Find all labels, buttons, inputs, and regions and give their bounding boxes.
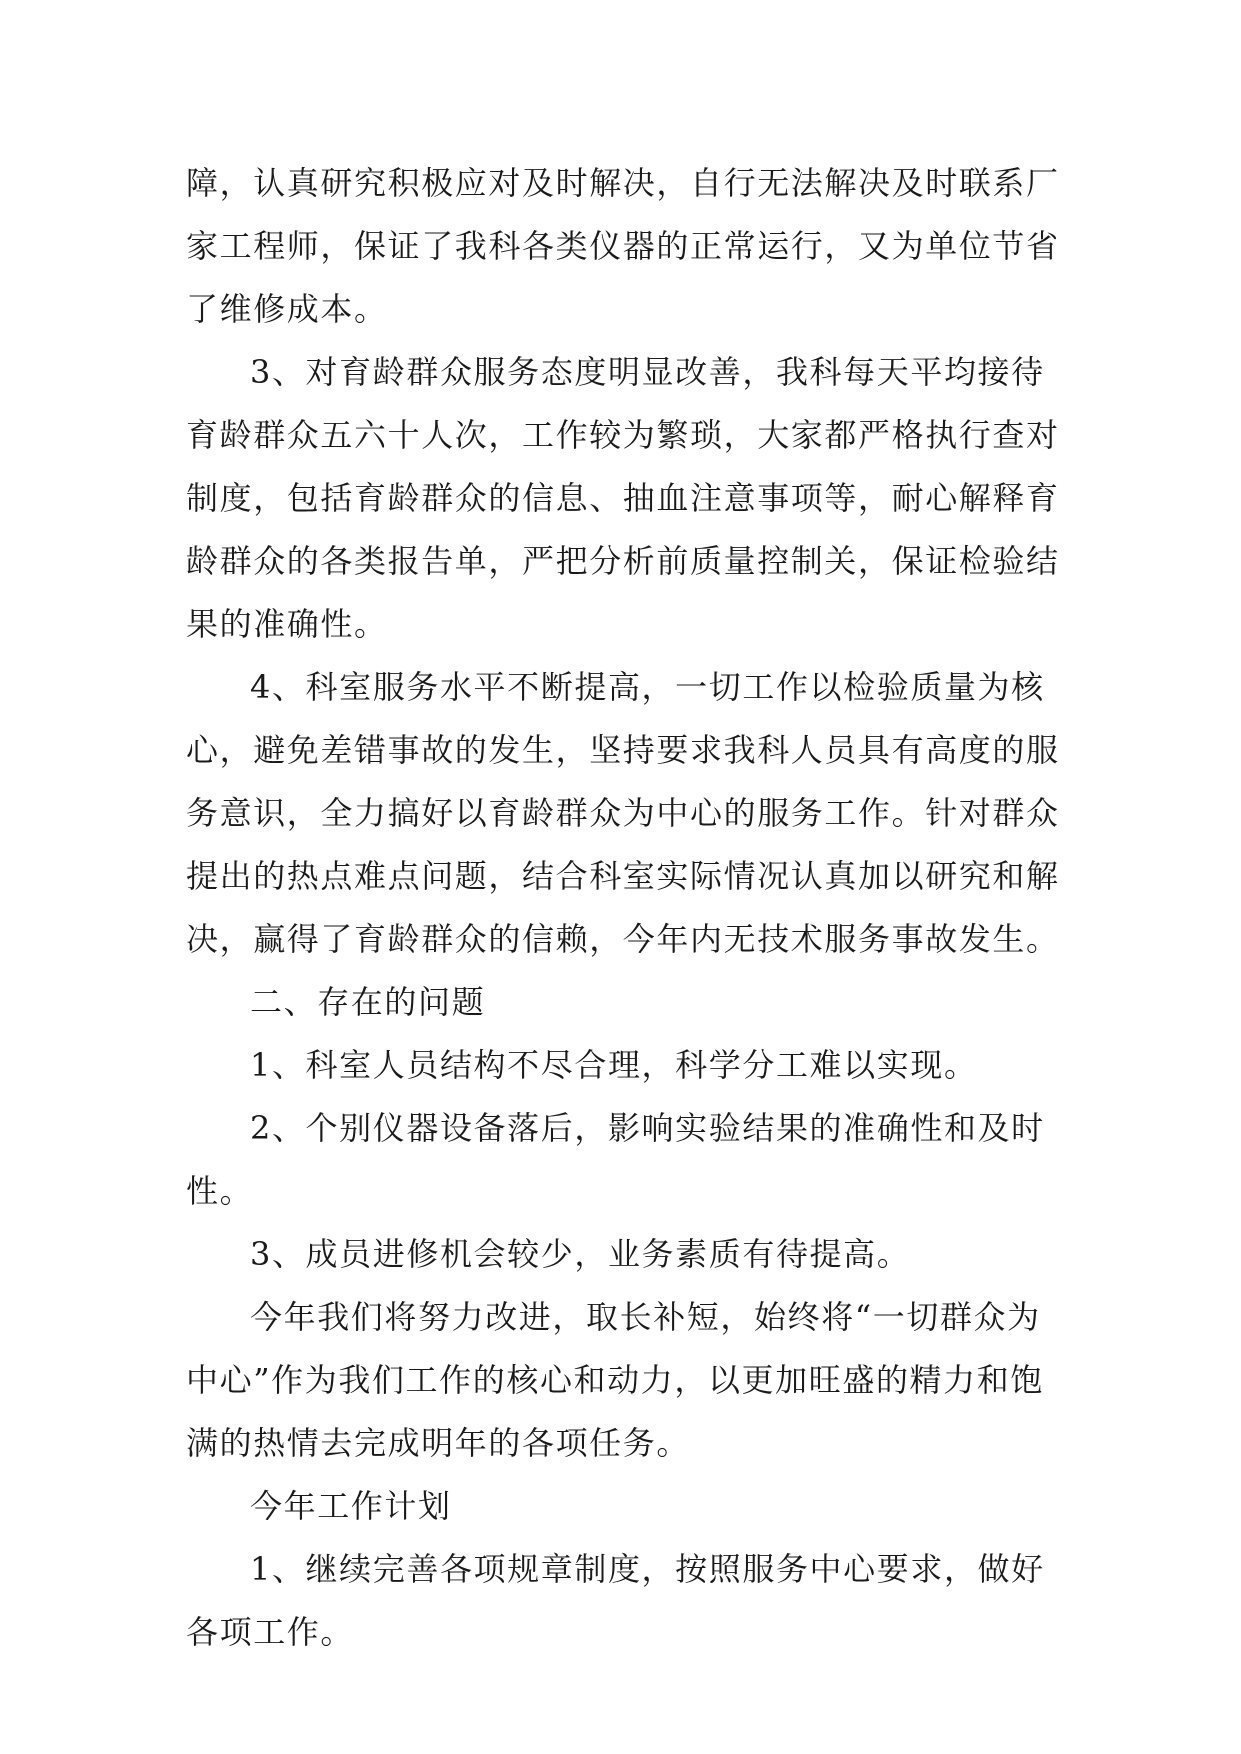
text-line: 心，避免差错事故的发生，坚持要求我科人员具有高度的服 — [186, 731, 1060, 769]
text-line: 龄群众的各类报告单，严把分析前质量控制关，保证检验结 — [186, 542, 1060, 580]
text-line: 性。 — [186, 1172, 254, 1210]
text-line: 3、对育龄群众服务态度明显改善，我科每天平均接待 — [250, 353, 1045, 391]
text-line: 中心”作为我们工作的核心和动力，以更加旺盛的精力和饱 — [186, 1361, 1044, 1399]
text-line: 满的热情去完成明年的各项任务。 — [186, 1424, 691, 1462]
text-line: 果的准确性。 — [186, 605, 388, 643]
text-line: 提出的热点难点问题，结合科室实际情况认真加以研究和解 — [186, 857, 1060, 895]
text-line: 务意识，全力搞好以育龄群众为中心的服务工作。针对群众 — [186, 794, 1060, 832]
document-body — [186, 152, 1060, 1664]
text-line: 今年我们将努力改进，取长补短，始终将“一切群众为 — [250, 1298, 1041, 1336]
text-line: 2、个别仪器设备落后，影响实验结果的准确性和及时 — [250, 1109, 1045, 1147]
text-line: 1、继续完善各项规章制度，按照服务中心要求，做好 — [250, 1550, 1045, 1588]
text-line: 3、成员进修机会较少，业务素质有待提高。 — [250, 1235, 911, 1273]
text-line: 4、科室服务水平不断提高，一切工作以检验质量为核 — [250, 668, 1045, 706]
text-line: 了维修成本。 — [186, 290, 388, 328]
text-line: 1、科室人员结构不尽合理，科学分工难以实现。 — [250, 1046, 978, 1084]
text-line: 育龄群众五六十人次，工作较为繁琐，大家都严格执行查对 — [186, 416, 1060, 454]
text-line: 决，赢得了育龄群众的信赖，今年内无技术服务事故发生。 — [186, 920, 1060, 958]
section-heading: 二、存在的问题 — [250, 983, 486, 1021]
text-line: 制度，包括育龄群众的信息、抽血注意事项等，耐心解释育 — [186, 479, 1060, 517]
text-line: 各项工作。 — [186, 1613, 355, 1651]
section-heading: 今年工作计划 — [250, 1487, 452, 1525]
text-line: 障，认真研究积极应对及时解决，自行无法解决及时联系厂 — [186, 164, 1060, 202]
text-line: 家工程师，保证了我科各类仪器的正常运行，又为单位节省 — [186, 227, 1060, 265]
